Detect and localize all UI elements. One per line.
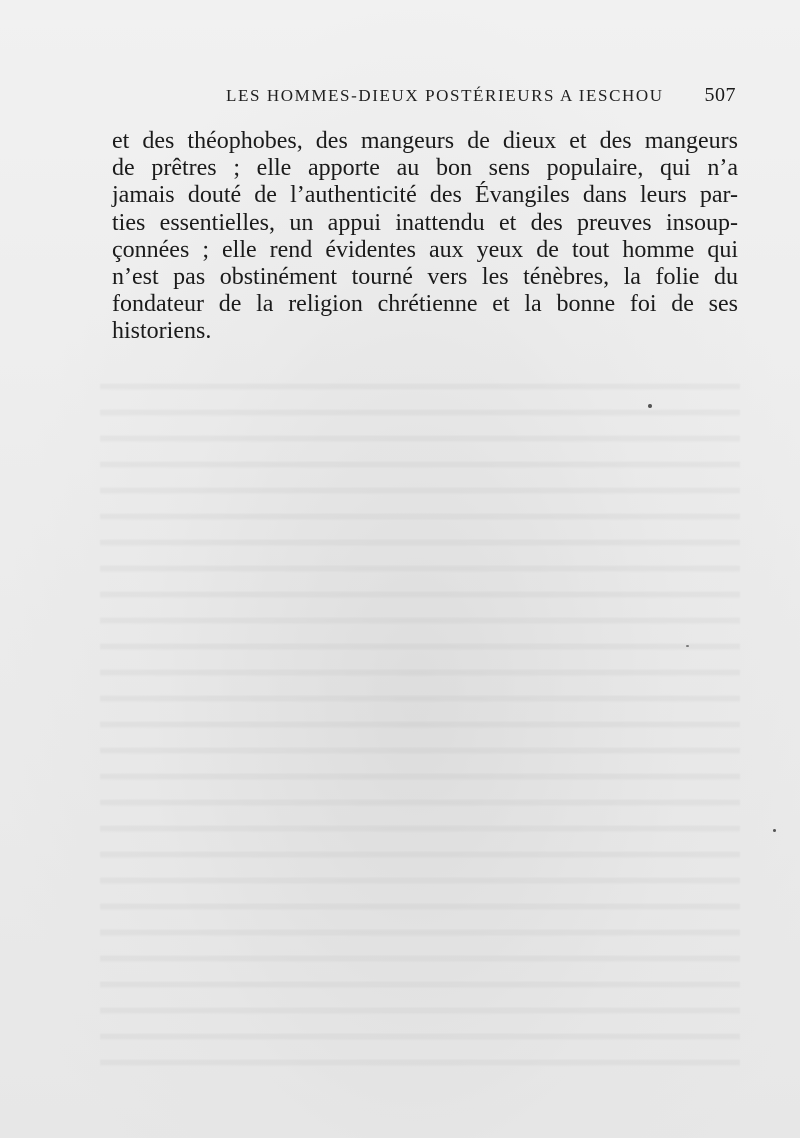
running-head	[0, 86, 800, 116]
text-line: historiens.	[112, 318, 212, 345]
text-line: et des théophobes, des mangeurs de dieux et des mangeurs	[112, 128, 738, 154]
page-number: 507	[704, 84, 736, 106]
paper-speck	[686, 645, 689, 647]
running-title: LES HOMMES-DIEUX POSTÉRIEURS A IESCHOU	[226, 86, 664, 105]
text-line: n’est pas obstinément tourné vers les ténèbres, la folie du	[112, 263, 738, 290]
text-line: jamais douté de l’authenticité des Évangiles dans leurs par-	[112, 182, 738, 209]
text-line: de prêtres ; elle apporte au bon sens populaire, qui n’a	[112, 155, 738, 182]
text-line: ties essentielles, un appui inattendu et des preuves insoup-	[112, 209, 738, 236]
text-line: çonnées ; elle rend évidentes aux yeux de tout homme qui	[112, 236, 738, 263]
text-line: fondateur de la religion chrétienne et la bonne foi de ses	[112, 291, 738, 318]
paper-speck	[648, 404, 652, 408]
paper-speck	[773, 829, 776, 832]
show-through-texture	[100, 365, 740, 1085]
body-paragraph	[112, 128, 738, 346]
